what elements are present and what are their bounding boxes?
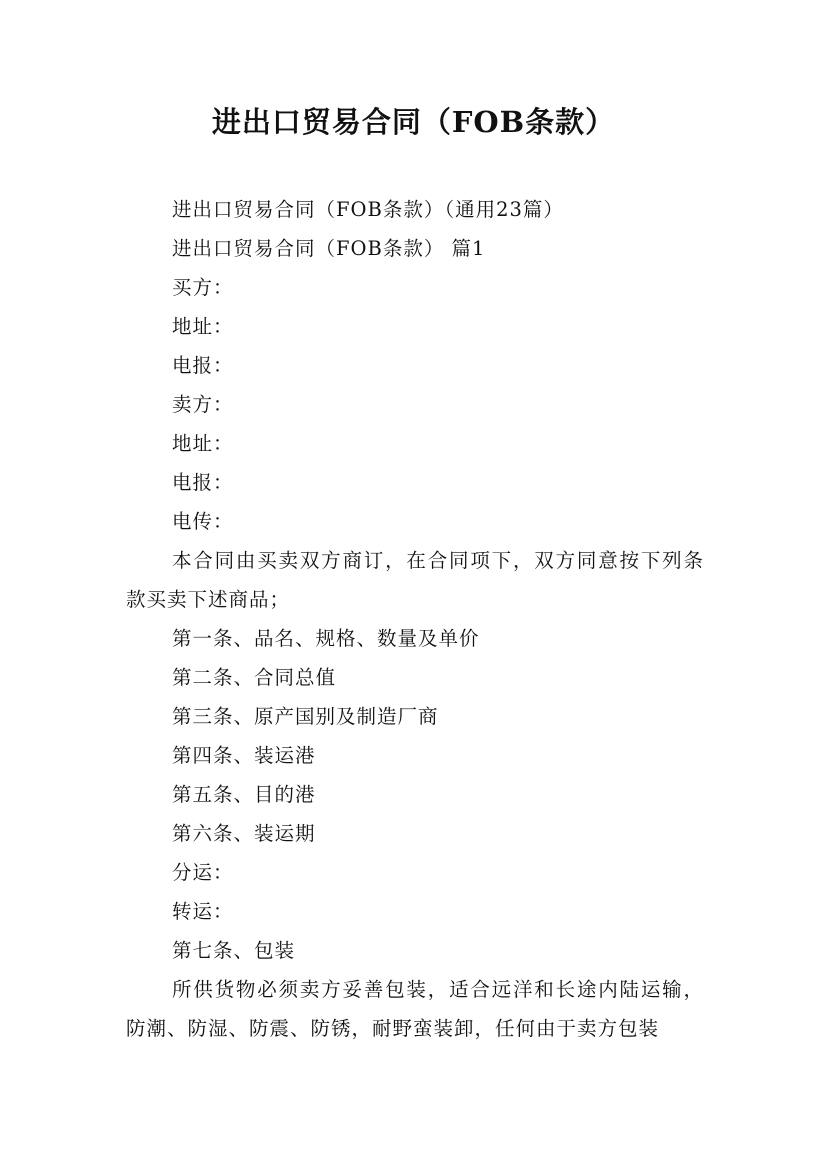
paragraph-seller: 卖方： xyxy=(172,393,234,416)
paragraph-transshipment: 转运： xyxy=(172,900,234,923)
paragraph-preamble: 本合同由买卖双方商订，在合同项下，双方同意按下列条款买卖下述商品； xyxy=(126,549,704,611)
paragraph-packing-terms: 所供货物必须卖方妥善包装，适合远洋和长途内陆运输，防潮、防湿、防震、防锈，耐野蛮装卸，任何由于卖方包装 xyxy=(126,978,704,1040)
paragraph-article-5: 第五条、目的港 xyxy=(172,783,316,806)
document-body xyxy=(126,190,704,1048)
paragraph-buyer-address: 地址： xyxy=(172,315,234,338)
paragraph-seller-telegram: 电报： xyxy=(172,471,234,494)
paragraph-subtitle: 进出口贸易合同（FOB条款）（通用23篇） xyxy=(172,198,564,221)
paragraph-article-2: 第二条、合同总值 xyxy=(172,666,337,689)
paragraph-article-1: 第一条、品名、规格、数量及单价 xyxy=(172,627,480,650)
paragraph-seller-address: 地址： xyxy=(172,432,234,455)
paragraph-seller-telex: 电传： xyxy=(172,510,234,533)
paragraph-article-3: 第三条、原产国别及制造厂商 xyxy=(172,705,439,728)
paragraph-partial-shipment: 分运： xyxy=(172,861,234,884)
paragraph-article-7: 第七条、包装 xyxy=(172,939,296,962)
paragraph-section-heading: 进出口贸易合同（FOB条款） 篇1 xyxy=(172,237,486,260)
paragraph-article-6: 第六条、装运期 xyxy=(172,822,316,845)
paragraph-buyer-telegram: 电报： xyxy=(172,354,234,377)
paragraph-article-4: 第四条、装运港 xyxy=(172,744,316,767)
paragraph-buyer: 买方： xyxy=(172,276,234,299)
document-title: 进出口贸易合同（FOB条款） xyxy=(211,105,616,139)
